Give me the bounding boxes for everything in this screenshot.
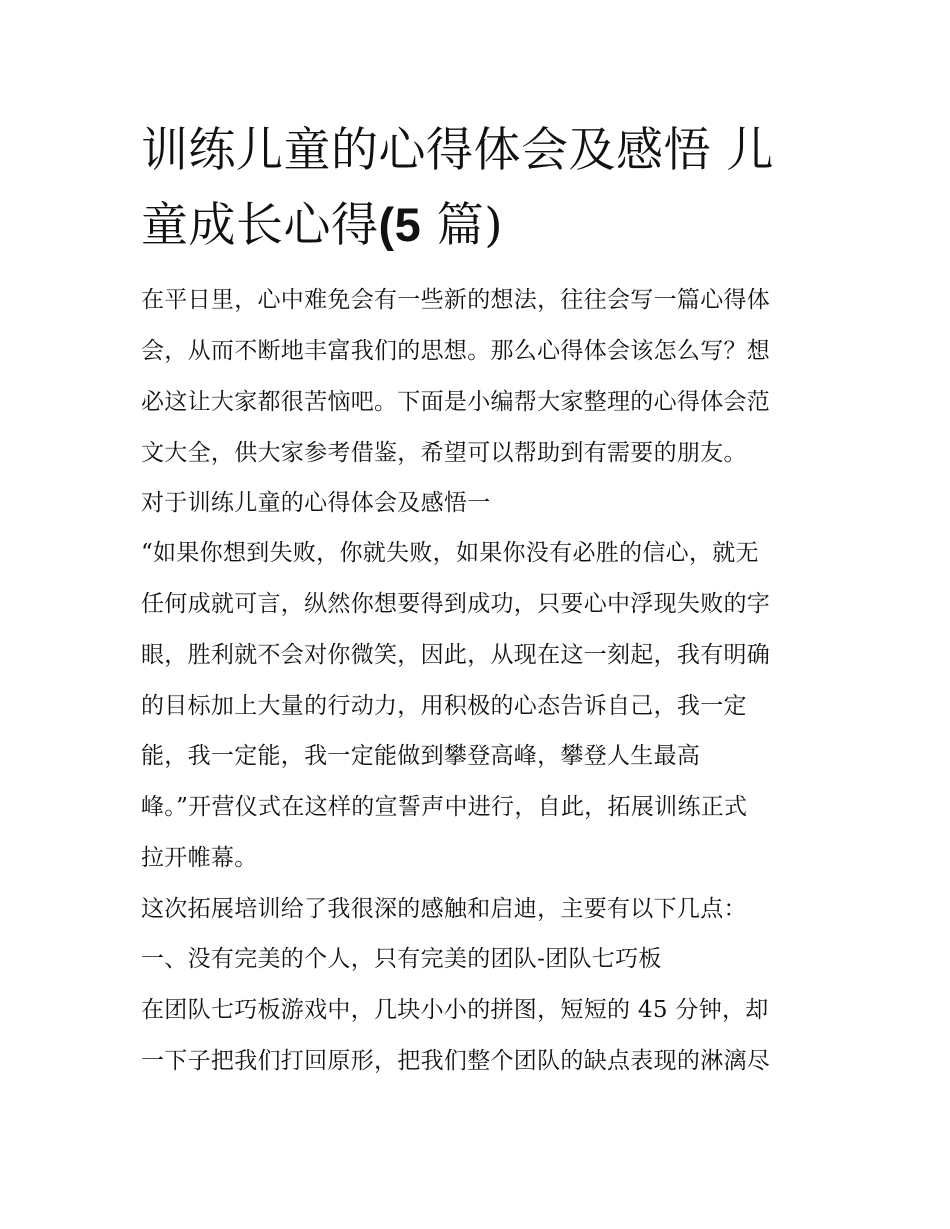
body-line-7: 任何成就可言，纵然你想要得到成功，只要心中浮现失败的字 <box>141 591 771 617</box>
body-line-8: 眼，胜利就不会对你微笑，因此，从现在这一刻起，我有明确 <box>141 642 771 668</box>
title-line-2-suffix: 篇) <box>421 198 504 253</box>
section-heading: 对于训练儿童的心得体会及感悟一 <box>141 490 491 516</box>
title-line-2-text: 童成长心得 <box>141 198 379 253</box>
body-line-13: 这次拓展培训给了我很深的感触和启迪，主要有以下几点： <box>141 896 747 922</box>
body-line-6: “如果你想到失败，你就失败，如果你没有必胜的信心，就无 <box>141 540 759 566</box>
body-line-9: 的目标加上大量的行动力，用积极的心态告诉自己，我一定 <box>141 693 747 719</box>
body-line-11: 峰。”开营仪式在这样的宣誓声中进行，自此，拓展训练正式 <box>141 794 748 820</box>
body-line-16: 一下子把我们打回原形，把我们整个团队的缺点表现的淋漓尽 <box>141 1048 771 1074</box>
body-line-4: 文大全，供大家参考借鉴，希望可以帮助到有需要的朋友。 <box>141 440 747 466</box>
title-line-2-number: (5 <box>378 198 422 251</box>
body-line-3: 必这让大家都很苦恼吧。下面是小编帮大家整理的心得体会范 <box>141 389 771 415</box>
subheading-one: 一、没有完美的个人，只有完美的团队-团队七巧板 <box>141 946 662 972</box>
body-line-2: 会，从而不断地丰富我们的思想。那么心得体会该怎么写？想 <box>141 338 771 364</box>
document-title <box>141 114 821 263</box>
body-line-10: 能，我一定能，我一定能做到攀登高峰，攀登人生最高 <box>141 743 701 769</box>
title-line-1: 训练儿童的心得体会及感悟 儿 <box>141 123 774 178</box>
body-line-1: 在平日里，心中难免会有一些新的想法，往往会写一篇心得体 <box>141 287 771 313</box>
body-line-15: 在团队七巧板游戏中，几块小小的拼图，短短的 45 分钟，却 <box>141 997 769 1023</box>
body-line-12: 拉开帷幕。 <box>141 845 258 871</box>
